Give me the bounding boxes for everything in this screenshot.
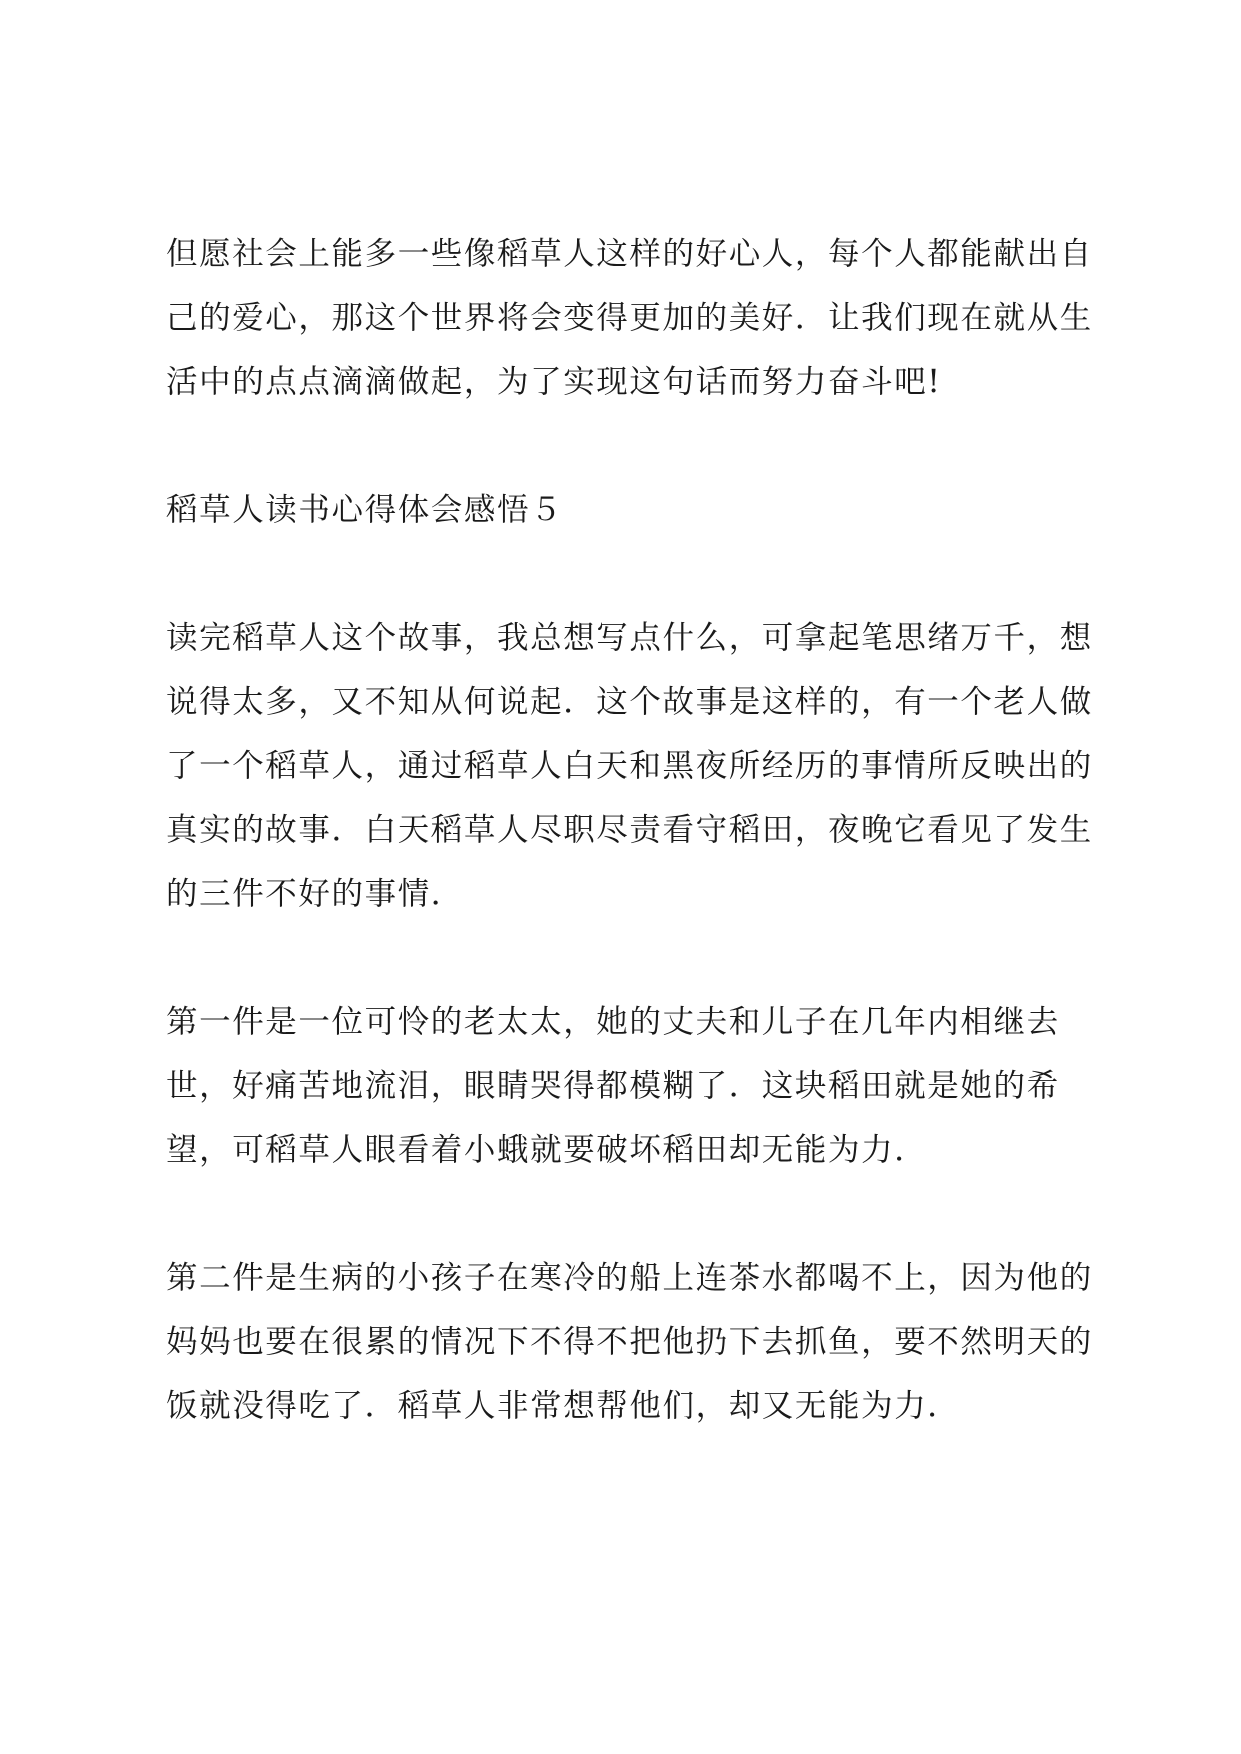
paragraph-second-event: 第二件是生病的小孩子在寒冷的船上连茶水都喝不上，因为他的 妈妈也要在很累的情况下不得不把他扔下去抓鱼，要不然明天的 饭就没得吃了．稻草人非常想帮他们，却又无能为力． [166,1260,1093,1424]
paragraph-first-event: 第一件是一位可怜的老太太，她的丈夫和儿子在几年内相继去 世，好痛苦地流泪，眼睛哭得都模糊了．这块稻田就是她的希 望，可稻草人眼看着小蛾就要破坏稻田却无能为力． [166,1004,1060,1168]
paragraph-closing-remark: 但愿社会上能多一些像稻草人这样的好心人，每个人都能献出自 己的爱心，那这个世界将会变得更加的美好．让我们现在就从生 活中的点点滴滴做起，为了实现这句话而努力奋斗吧! [166,236,1093,400]
section-heading: 稻草人读书心得体会感悟５ [166,492,564,528]
document-body [166,222,1096,1502]
paragraph-story-intro: 读完稻草人这个故事，我总想写点什么，可拿起笔思绪万千，想 说得太多，又不知从何说起．这个故事是这样的，有一个老人做 了一个稻草人，通过稻草人白天和黑夜所经历的事情所反映出的 真实的故事．白天稻草人尽职尽责看守稻田，夜晚它看见了发生 的三件不好的事情． [166,620,1093,912]
